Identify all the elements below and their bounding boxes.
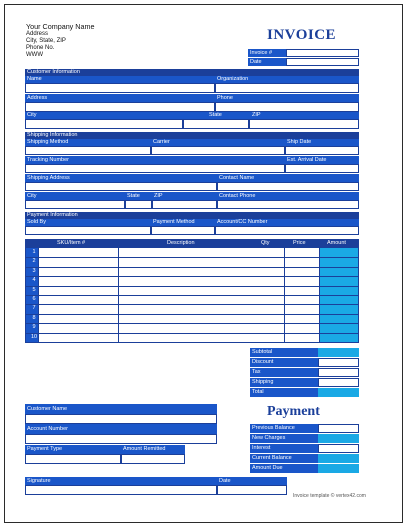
shipping-city-label: City <box>27 193 37 199</box>
current-balance-label: Current Balance <box>250 454 318 463</box>
customer-organization-label: Organization <box>215 76 359 83</box>
row-divider <box>26 323 358 324</box>
shipping-ship-date-field[interactable] <box>285 146 359 155</box>
current-balance-value[interactable] <box>318 454 359 463</box>
payment-type-field[interactable] <box>25 454 121 464</box>
discount-value[interactable] <box>318 358 359 367</box>
discount-label: Discount <box>250 358 318 367</box>
customer-zip-field[interactable] <box>249 119 359 129</box>
row-number: 5 <box>32 286 36 293</box>
payment-method-field[interactable] <box>151 226 215 235</box>
signature-date-field[interactable] <box>217 485 287 495</box>
footer-copyright: Invoice template © vertex42.com <box>293 493 366 499</box>
payment-title: Payment <box>267 404 320 419</box>
payment-method-label: Payment Method <box>151 219 215 226</box>
row-number: 4 <box>32 277 36 284</box>
shipping-state-field[interactable] <box>125 200 152 209</box>
row-divider <box>26 267 358 268</box>
tax-value[interactable] <box>318 368 359 377</box>
shipping-tracking-field[interactable] <box>25 164 285 173</box>
shipping-contact-name-label: Contact Name <box>217 174 359 182</box>
shipping-method-field[interactable] <box>25 146 151 155</box>
row-number: 7 <box>32 305 36 312</box>
items-header-price: Price <box>293 240 306 246</box>
account-cc-label: Account/CC Number <box>215 219 359 226</box>
customer-city-field[interactable] <box>25 119 183 129</box>
shipping-carrier-field[interactable] <box>151 146 285 155</box>
company-city-state-zip: City, State, ZIP <box>26 38 66 44</box>
customer-city-bar <box>25 112 359 119</box>
account-cc-field[interactable] <box>215 226 359 235</box>
invoice-number-label: Invoice # <box>248 49 286 57</box>
sold-by-field[interactable] <box>25 226 151 235</box>
invoice-page <box>4 4 403 523</box>
row-divider <box>26 286 358 287</box>
invoice-number-field[interactable] <box>286 49 359 57</box>
customer-state-label: State <box>209 112 222 118</box>
sold-by-label: Sold By <box>25 219 151 226</box>
row-divider <box>26 295 358 296</box>
row-divider <box>26 304 358 305</box>
shipping-zip-label: ZIP <box>154 193 163 199</box>
company-name: Your Company Name <box>26 22 95 31</box>
shipping-total-value[interactable] <box>318 378 359 387</box>
invoice-title: INVOICE <box>267 27 337 43</box>
interest-label: Interest <box>250 444 318 453</box>
shipping-arrival-label: Est. Arrival Date <box>285 156 359 164</box>
row-number: 9 <box>32 324 36 331</box>
customer-phone-label: Phone <box>215 94 359 102</box>
shipping-arrival-field[interactable] <box>285 164 359 173</box>
signature-label: Signature <box>25 477 217 485</box>
shipping-zip-field[interactable] <box>152 200 217 209</box>
items-table <box>25 247 359 343</box>
row-number: 3 <box>32 267 36 274</box>
shipping-total-label: Shipping <box>250 378 318 387</box>
row-divider <box>26 333 358 334</box>
new-charges-value[interactable] <box>318 434 359 443</box>
company-phone: Phone No. <box>26 45 55 51</box>
items-header-description: Description <box>167 240 195 246</box>
amount-remitted-field[interactable] <box>121 454 185 464</box>
customer-address-label: Address <box>25 94 215 102</box>
row-divider <box>26 257 358 258</box>
customer-phone-field[interactable] <box>215 102 359 112</box>
customer-name-box-label: Customer Name <box>25 404 217 414</box>
row-number: 10 <box>30 333 38 340</box>
row-number: 6 <box>32 296 36 302</box>
previous-balance-value[interactable] <box>318 424 359 433</box>
shipping-state-label: State <box>127 193 140 199</box>
shipping-carrier-label: Carrier <box>151 139 285 146</box>
customer-name-label: Name <box>25 76 215 83</box>
shipping-city-field[interactable] <box>25 200 125 209</box>
account-number-label: Account Number <box>25 424 217 434</box>
shipping-ship-date-label: Ship Date <box>285 139 359 146</box>
invoice-date-field[interactable] <box>286 58 359 66</box>
customer-city-label: City <box>27 112 37 118</box>
shipping-contact-phone-label: Contact Phone <box>219 193 256 199</box>
customer-address-field[interactable] <box>25 102 215 112</box>
row-number: 2 <box>32 258 36 265</box>
row-divider <box>26 314 358 315</box>
amount-due-label: Amount Due <box>250 464 318 473</box>
total-value[interactable] <box>318 388 359 397</box>
shipping-city-bar <box>25 192 359 200</box>
customer-state-field[interactable] <box>183 119 249 129</box>
payment-type-label: Payment Type <box>25 445 121 454</box>
signature-date-label: Date <box>217 477 287 485</box>
shipping-contact-phone-field[interactable] <box>217 200 359 209</box>
amount-due-value[interactable] <box>318 464 359 473</box>
shipping-address-field[interactable] <box>25 182 217 191</box>
payment-info-section-header: Payment Information <box>25 212 359 219</box>
shipping-method-label: Shipping Method <box>25 139 151 146</box>
subtotal-label: Subtotal <box>250 348 318 357</box>
customer-name-box-field[interactable] <box>25 414 217 424</box>
invoice-date-label: Date <box>248 58 286 66</box>
total-label: Total <box>250 388 318 397</box>
subtotal-value[interactable] <box>318 348 359 357</box>
row-divider <box>26 276 358 277</box>
tax-label: Tax <box>250 368 318 377</box>
amount-remitted-label: Amount Remitted <box>121 445 185 454</box>
company-address: Address <box>26 31 49 37</box>
company-web: WWW <box>26 52 43 58</box>
new-charges-label: New Charges <box>250 434 318 443</box>
customer-name-field[interactable] <box>25 83 215 93</box>
shipping-section-header: Shipping Information <box>25 132 359 139</box>
signature-field[interactable] <box>25 485 217 495</box>
items-header-qty: Qty <box>261 240 270 246</box>
customer-organization-field[interactable] <box>215 83 359 93</box>
interest-value[interactable] <box>318 444 359 453</box>
row-number: 1 <box>32 249 36 255</box>
items-header-sku: SKU/Item # <box>57 240 86 246</box>
customer-zip-label: ZIP <box>252 112 261 118</box>
customer-section-header: Customer Information <box>25 69 359 76</box>
shipping-contact-name-field[interactable] <box>217 182 359 191</box>
items-header-amount: Amount <box>327 240 346 246</box>
shipping-address-label: Shipping Address <box>25 174 217 182</box>
shipping-tracking-label: Tracking Number <box>25 156 285 164</box>
previous-balance-label: Previous Balance <box>250 424 318 433</box>
row-number: 8 <box>32 314 36 321</box>
account-number-field[interactable] <box>25 434 217 444</box>
